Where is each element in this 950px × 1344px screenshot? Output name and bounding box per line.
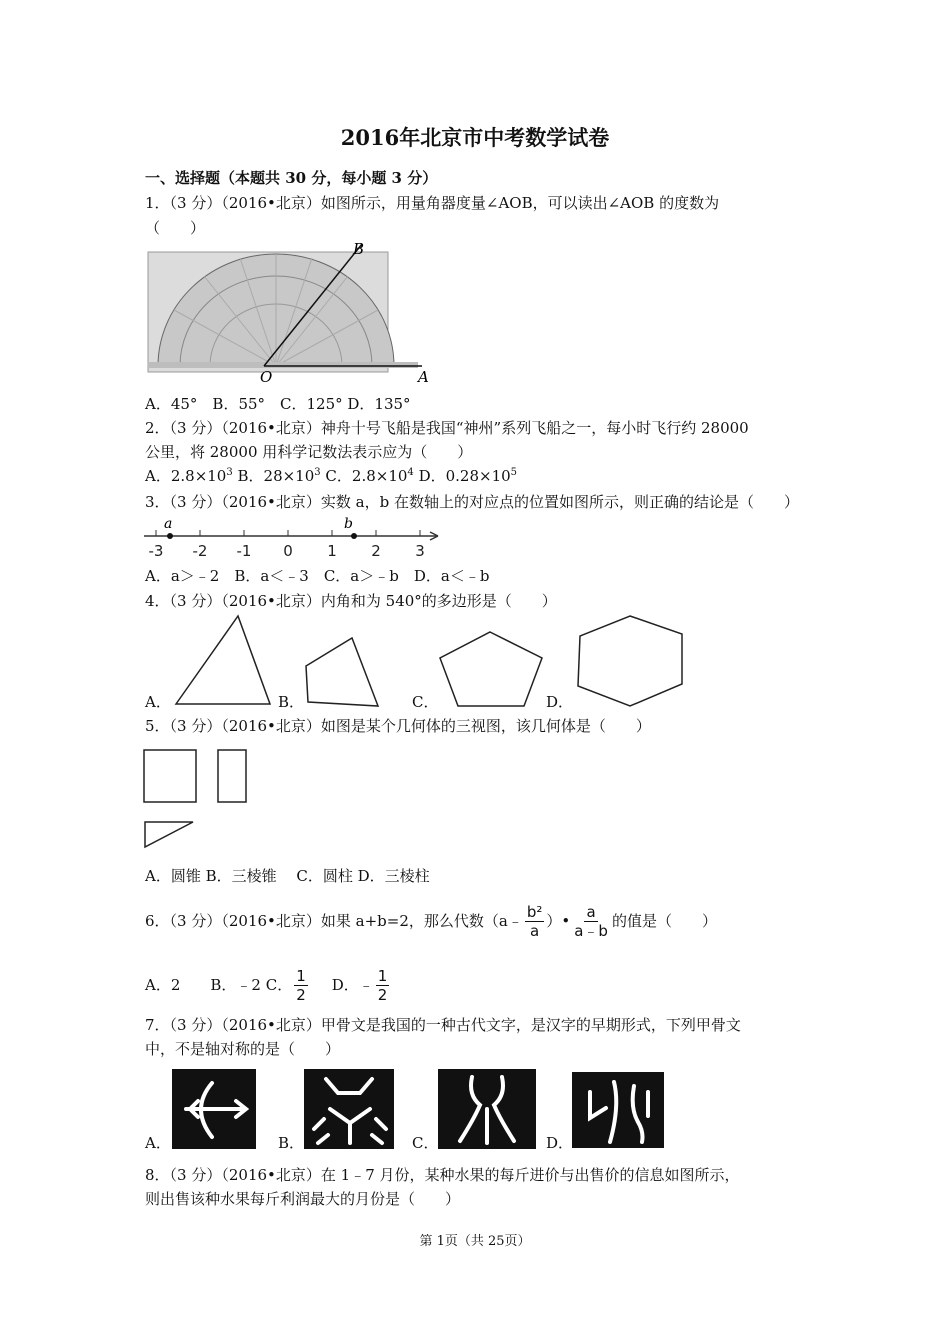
fraction-a-over-a-minus-b — [572, 903, 610, 940]
label-o: O — [260, 368, 273, 386]
pentagon-shape — [436, 628, 546, 710]
question-6-prefix: 6．（3 分）（2016•北京）如果 a+b=2，那么代数（a﹣ — [145, 912, 523, 930]
number-line-tick-label: -3 — [148, 542, 164, 560]
fraction-denominator: 2 — [377, 985, 388, 1004]
option-b-exponent: 3 — [314, 467, 321, 478]
option-c-label: C． — [412, 1134, 439, 1152]
option-d-fraction — [376, 967, 390, 1004]
label-b: B — [353, 240, 365, 258]
fraction-numerator: b² — [526, 902, 543, 921]
option-a-exponent: 3 — [226, 467, 233, 478]
option-c: C．2.8×10 — [325, 467, 408, 485]
option-c-exponent: 4 — [407, 467, 414, 478]
option-c-fraction — [294, 967, 308, 1004]
option-b: B．28×10 — [237, 467, 315, 485]
option-c-label: C． — [412, 693, 439, 711]
option-a: A．2.8×10 — [145, 467, 227, 485]
question-5-options: A．圆锥 B．三棱锥 C．圆柱 D．三棱柱 — [145, 867, 430, 885]
option-a-label: A． — [145, 693, 171, 711]
fraction-denominator: 2 — [296, 985, 306, 1004]
point-b-label: b — [344, 516, 353, 532]
page-title: 2016年北京市中考数学试卷 — [340, 125, 610, 150]
number-line-tick-label: -1 — [236, 542, 252, 560]
fraction-numerator: 1 — [296, 966, 306, 985]
question-8-text-2: 则出售该种水果每斤利润最大的月份是（ ） — [145, 1190, 461, 1208]
question-4-text: 4．（3 分）（2016•北京）内角和为 540°的多边形是（ ） — [145, 592, 557, 610]
number-line-tick-label: 3 — [415, 542, 425, 560]
option-a-label: A． — [145, 1134, 171, 1152]
option-d: D．0.28×10 — [418, 467, 511, 485]
oracle-glyph-b-image — [304, 1069, 394, 1149]
oracle-glyph-c-image — [438, 1069, 536, 1149]
question-7-text: 7．（3 分）（2016•北京）甲骨文是我国的一种古代文字，是汉字的早期形式，下列甲骨文 — [145, 1016, 741, 1034]
question-8-text: 8．（3 分）（2016•北京）在 1﹣7 月份，某种水果的每斤进价与出售价的信息如图所示， — [145, 1166, 740, 1184]
oracle-glyph-a-image — [172, 1069, 256, 1149]
section-heading: 一、选择题（本题共 30 分，每小题 3 分） — [145, 169, 438, 187]
option-b-label: B． — [278, 693, 305, 711]
number-line-figure — [140, 516, 450, 562]
label-a: A — [418, 368, 429, 386]
number-line-tick-label: 2 — [371, 542, 381, 560]
fraction-numerator: 1 — [377, 966, 388, 985]
question-2-options — [145, 466, 517, 486]
fraction-denominator: a — [530, 921, 540, 940]
protractor-figure — [140, 238, 440, 388]
question-6-suffix: 的值是（ ） — [611, 912, 717, 930]
fraction-b2-over-a — [525, 903, 545, 940]
number-line-tick-label: 0 — [283, 542, 293, 560]
question-2-text-2: 公里，将 28000 用科学记数法表示应为（ ） — [145, 443, 473, 461]
triangle-shape — [170, 610, 280, 710]
fraction-numerator: a — [586, 902, 596, 921]
option-d-label: D． — [546, 1134, 574, 1152]
question-3-options: A．a＞﹣2 B．a＜﹣3 C．a＞﹣b D．a＜﹣b — [145, 567, 490, 585]
option-b-label: B． — [278, 1134, 305, 1152]
question-1-options: A．45° B．55° C．125° D．135° — [145, 395, 411, 413]
option-d: D．﹣ — [331, 976, 374, 994]
fraction-denominator: a﹣b — [574, 921, 608, 940]
option-d-label: D． — [546, 693, 574, 711]
point-a-dot — [167, 533, 173, 539]
number-line-tick-label: -2 — [192, 542, 208, 560]
oracle-glyph-d-image — [572, 1072, 664, 1148]
quadrilateral-shape — [300, 632, 390, 710]
question-6-mid: ）• — [546, 912, 571, 930]
question-5-text: 5．（3 分）（2016•北京）如图是某个几何体的三视图，该几何体是（ ） — [145, 717, 651, 735]
point-a-label: a — [164, 516, 173, 532]
question-3-text: 3．（3 分）（2016•北京）实数 a，b 在数轴上的对应点的位置如图所示，则正确的结论是（ ） — [145, 493, 799, 511]
question-1-bracket: （ ） — [145, 219, 206, 237]
hexagon-shape — [566, 610, 690, 710]
three-views-figure — [140, 745, 260, 855]
question-6-options — [145, 962, 391, 1008]
page-footer: 第 1页（共 25页） — [419, 1234, 531, 1249]
number-line-tick-label: 1 — [327, 542, 337, 560]
question-6-text — [145, 898, 717, 944]
option-d-exponent: 5 — [510, 467, 518, 478]
option-a-b: A．2 B．﹣2 C． — [145, 976, 293, 994]
point-b-dot — [351, 533, 357, 539]
question-7-text-2: 中，不是轴对称的是（ ） — [145, 1040, 341, 1058]
question-1-text: 1．（3 分）（2016•北京）如图所示，用量角器度量∠AOB，可以读出∠AOB 的度数为 — [145, 194, 720, 212]
question-2-text: 2．（3 分）（2016•北京）神舟十号飞船是我国“神州”系列飞船之一，每小时飞行约 28000 — [145, 419, 749, 437]
